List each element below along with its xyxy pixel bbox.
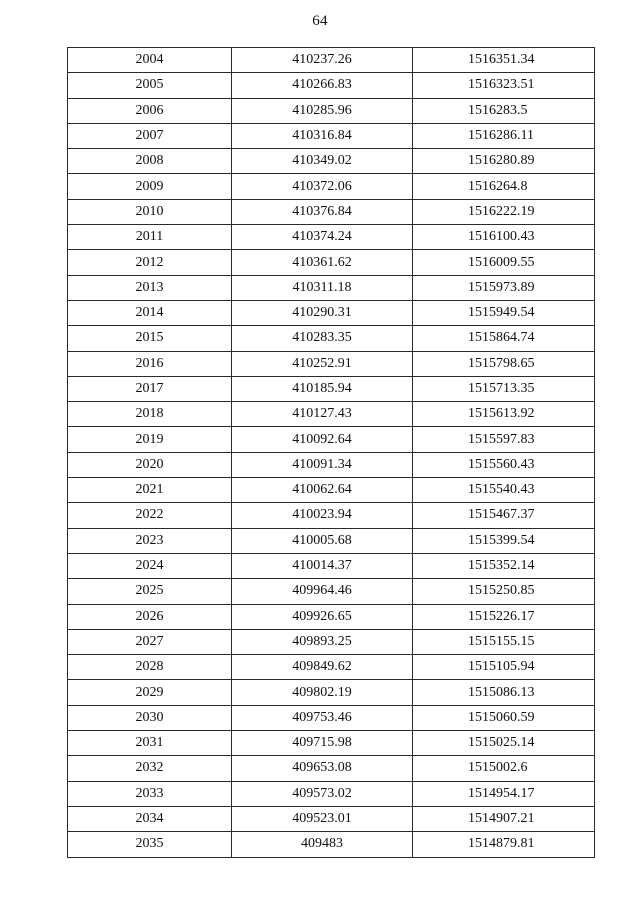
table-row [68, 452, 595, 477]
point-number-cell: 2017 [68, 376, 232, 401]
point-number-cell: 2020 [68, 452, 232, 477]
x-coordinate-cell: 409849.62 [232, 655, 413, 680]
y-coordinate-cell: 1515864.74 [413, 326, 595, 351]
y-coordinate-cell: 1515613.92 [413, 402, 595, 427]
point-number-cell: 2026 [68, 604, 232, 629]
y-coordinate-cell: 1516280.89 [413, 149, 595, 174]
table-row [68, 528, 595, 553]
point-number-cell: 2016 [68, 351, 232, 376]
table-row [68, 553, 595, 578]
table-row [68, 427, 595, 452]
x-coordinate-cell: 410091.34 [232, 452, 413, 477]
table-row [68, 832, 595, 857]
y-coordinate-cell: 1515352.14 [413, 553, 595, 578]
y-coordinate-cell: 1515973.89 [413, 275, 595, 300]
x-coordinate-cell: 409964.46 [232, 579, 413, 604]
table-row [68, 351, 595, 376]
y-coordinate-cell: 1515002.6 [413, 756, 595, 781]
x-coordinate-cell: 410014.37 [232, 553, 413, 578]
point-number-cell: 2030 [68, 705, 232, 730]
x-coordinate-cell: 410252.91 [232, 351, 413, 376]
x-coordinate-cell: 410372.06 [232, 174, 413, 199]
coordinates-table-body [68, 48, 595, 858]
x-coordinate-cell: 409753.46 [232, 705, 413, 730]
point-number-cell: 2005 [68, 73, 232, 98]
x-coordinate-cell: 410266.83 [232, 73, 413, 98]
point-number-cell: 2032 [68, 756, 232, 781]
x-coordinate-cell: 409715.98 [232, 731, 413, 756]
table-row [68, 174, 595, 199]
point-number-cell: 2008 [68, 149, 232, 174]
y-coordinate-cell: 1516323.51 [413, 73, 595, 98]
x-coordinate-cell: 409653.08 [232, 756, 413, 781]
table-row [68, 604, 595, 629]
table-row [68, 731, 595, 756]
y-coordinate-cell: 1514954.17 [413, 781, 595, 806]
x-coordinate-cell: 410185.94 [232, 376, 413, 401]
point-number-cell: 2018 [68, 402, 232, 427]
point-number-cell: 2012 [68, 250, 232, 275]
y-coordinate-cell: 1514879.81 [413, 832, 595, 857]
x-coordinate-cell: 410127.43 [232, 402, 413, 427]
y-coordinate-cell: 1515025.14 [413, 731, 595, 756]
table-row [68, 478, 595, 503]
y-coordinate-cell: 1514907.21 [413, 806, 595, 831]
y-coordinate-cell: 1515540.43 [413, 478, 595, 503]
point-number-cell: 2034 [68, 806, 232, 831]
x-coordinate-cell: 410062.64 [232, 478, 413, 503]
x-coordinate-cell: 410316.84 [232, 123, 413, 148]
table-row [68, 250, 595, 275]
x-coordinate-cell: 410376.84 [232, 199, 413, 224]
y-coordinate-cell: 1516286.11 [413, 123, 595, 148]
table-row [68, 300, 595, 325]
point-number-cell: 2014 [68, 300, 232, 325]
point-number-cell: 2006 [68, 98, 232, 123]
x-coordinate-cell: 410311.18 [232, 275, 413, 300]
x-coordinate-cell: 410023.94 [232, 503, 413, 528]
y-coordinate-cell: 1515226.17 [413, 604, 595, 629]
point-number-cell: 2035 [68, 832, 232, 857]
table-row [68, 275, 595, 300]
point-number-cell: 2024 [68, 553, 232, 578]
page-number: 64 [312, 13, 328, 29]
point-number-cell: 2019 [68, 427, 232, 452]
table-row [68, 402, 595, 427]
x-coordinate-cell: 409523.01 [232, 806, 413, 831]
y-coordinate-cell: 1515060.59 [413, 705, 595, 730]
x-coordinate-cell: 409483 [232, 832, 413, 857]
table-row [68, 705, 595, 730]
point-number-cell: 2022 [68, 503, 232, 528]
coordinates-table [67, 47, 595, 858]
y-coordinate-cell: 1515560.43 [413, 452, 595, 477]
point-number-cell: 2021 [68, 478, 232, 503]
x-coordinate-cell: 410290.31 [232, 300, 413, 325]
y-coordinate-cell: 1515155.15 [413, 629, 595, 654]
table-row [68, 149, 595, 174]
y-coordinate-cell: 1515798.65 [413, 351, 595, 376]
table-row [68, 98, 595, 123]
x-coordinate-cell: 410285.96 [232, 98, 413, 123]
y-coordinate-cell: 1515467.37 [413, 503, 595, 528]
table-row [68, 199, 595, 224]
point-number-cell: 2027 [68, 629, 232, 654]
y-coordinate-cell: 1516100.43 [413, 225, 595, 250]
table-row [68, 806, 595, 831]
point-number-cell: 2028 [68, 655, 232, 680]
x-coordinate-cell: 410092.64 [232, 427, 413, 452]
point-number-cell: 2010 [68, 199, 232, 224]
x-coordinate-cell: 410005.68 [232, 528, 413, 553]
y-coordinate-cell: 1516351.34 [413, 48, 595, 73]
x-coordinate-cell: 409573.02 [232, 781, 413, 806]
point-number-cell: 2025 [68, 579, 232, 604]
point-number-cell: 2007 [68, 123, 232, 148]
y-coordinate-cell: 1515105.94 [413, 655, 595, 680]
y-coordinate-cell: 1516264.8 [413, 174, 595, 199]
y-coordinate-cell: 1515713.35 [413, 376, 595, 401]
table-row [68, 781, 595, 806]
x-coordinate-cell: 410283.35 [232, 326, 413, 351]
table-row [68, 225, 595, 250]
point-number-cell: 2011 [68, 225, 232, 250]
point-number-cell: 2004 [68, 48, 232, 73]
table-row [68, 655, 595, 680]
table-row [68, 73, 595, 98]
y-coordinate-cell: 1515597.83 [413, 427, 595, 452]
table-row [68, 629, 595, 654]
table-row [68, 756, 595, 781]
point-number-cell: 2033 [68, 781, 232, 806]
table-row [68, 579, 595, 604]
y-coordinate-cell: 1515399.54 [413, 528, 595, 553]
x-coordinate-cell: 410361.62 [232, 250, 413, 275]
table-row [68, 123, 595, 148]
y-coordinate-cell: 1516009.55 [413, 250, 595, 275]
y-coordinate-cell: 1516283.5 [413, 98, 595, 123]
x-coordinate-cell: 409893.25 [232, 629, 413, 654]
x-coordinate-cell: 410349.02 [232, 149, 413, 174]
table-row [68, 48, 595, 73]
point-number-cell: 2015 [68, 326, 232, 351]
table-row [68, 503, 595, 528]
x-coordinate-cell: 410237.26 [232, 48, 413, 73]
table-row [68, 376, 595, 401]
point-number-cell: 2013 [68, 275, 232, 300]
table-row [68, 680, 595, 705]
point-number-cell: 2009 [68, 174, 232, 199]
x-coordinate-cell: 409802.19 [232, 680, 413, 705]
x-coordinate-cell: 410374.24 [232, 225, 413, 250]
y-coordinate-cell: 1515086.13 [413, 680, 595, 705]
table-row [68, 326, 595, 351]
y-coordinate-cell: 1516222.19 [413, 199, 595, 224]
point-number-cell: 2029 [68, 680, 232, 705]
point-number-cell: 2023 [68, 528, 232, 553]
x-coordinate-cell: 409926.65 [232, 604, 413, 629]
y-coordinate-cell: 1515949.54 [413, 300, 595, 325]
point-number-cell: 2031 [68, 731, 232, 756]
y-coordinate-cell: 1515250.85 [413, 579, 595, 604]
